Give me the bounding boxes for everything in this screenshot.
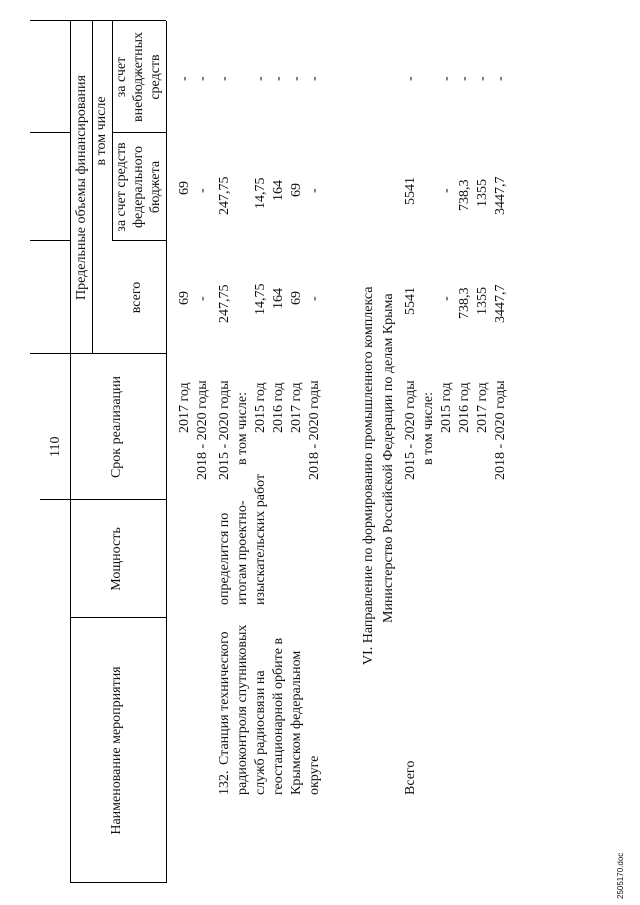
header-limits: Предельные объемы финансирования bbox=[74, 75, 89, 300]
item-name-3: служб радиосвязи на bbox=[253, 670, 268, 795]
total-row-3-extra: - bbox=[439, 76, 454, 81]
header-name: Наименование мероприятия bbox=[109, 666, 124, 835]
item-row-4-fed: 164 bbox=[271, 180, 286, 201]
table-frame-top bbox=[70, 21, 71, 883]
total-row-4-fed: 738,3 bbox=[457, 179, 472, 211]
total-row-1-extra: - bbox=[403, 76, 418, 81]
doc-id: 2505170.doc bbox=[616, 852, 625, 899]
item-name-1: Станция технического bbox=[217, 631, 232, 765]
header-extra-2: внебюджетных bbox=[131, 31, 146, 123]
top-row-2-total: - bbox=[195, 296, 210, 301]
item-row-3-total: 14,75 bbox=[253, 283, 268, 315]
total-row-5-fed: 1355 bbox=[475, 179, 490, 207]
total-row-5-extra: - bbox=[475, 76, 490, 81]
header-bottom-line bbox=[166, 21, 167, 883]
total-row-4-total: 738,3 bbox=[457, 287, 472, 319]
top-row-1-total: 69 bbox=[177, 291, 192, 305]
section-ministry: Министерство Российской Федерации по делам Крыма bbox=[381, 293, 396, 623]
header-extra-3: средств bbox=[148, 54, 163, 100]
top-row-1-period: 2017 год bbox=[177, 382, 192, 433]
item-row-6-period: 2018 - 2020 годы bbox=[307, 380, 322, 480]
total-row-6-fed: 3447,7 bbox=[493, 176, 508, 215]
total-label: Всего bbox=[403, 760, 418, 795]
item-name-6: округе bbox=[307, 755, 322, 795]
cont-line-3 bbox=[30, 240, 70, 241]
total-row-6-extra: - bbox=[493, 76, 508, 81]
item-row-3-fed: 14,75 bbox=[253, 177, 268, 209]
total-row-5-period: 2017 год bbox=[475, 382, 490, 433]
total-row-2-period: в том числе: bbox=[421, 392, 436, 465]
total-row-1-period: 2015 - 2020 годы bbox=[403, 380, 418, 480]
item-row-6-extra: - bbox=[307, 76, 322, 81]
header-federal-1: за счет средств bbox=[114, 142, 129, 232]
item-row-5-extra: - bbox=[289, 76, 304, 81]
total-row-3-period: 2015 год bbox=[439, 382, 454, 433]
page-number: 110 bbox=[48, 436, 63, 457]
item-row-6-total: - bbox=[307, 296, 322, 301]
header-period: Срок реализации bbox=[109, 375, 124, 479]
item-row-5-period: 2017 год bbox=[289, 382, 304, 433]
top-row-1-fed: 69 bbox=[177, 181, 192, 195]
header-power: Мощность bbox=[109, 527, 124, 591]
cont-line-1 bbox=[40, 499, 70, 500]
item-power-1: определится по bbox=[217, 512, 232, 605]
item-power-3: изыскательских работ bbox=[253, 473, 268, 605]
item-row-1-total: 247,75 bbox=[217, 284, 232, 323]
total-row-5-total: 1355 bbox=[475, 287, 490, 315]
total-row-4-extra: - bbox=[457, 76, 472, 81]
item-row-1-extra: - bbox=[217, 76, 232, 81]
item-name-5: Крымском федеральном bbox=[289, 650, 304, 795]
item-number: 132. bbox=[217, 770, 232, 795]
item-row-1-period: 2015 - 2020 годы bbox=[217, 380, 232, 480]
cont-line-4 bbox=[30, 132, 70, 133]
top-row-2-extra: - bbox=[195, 76, 210, 81]
item-name-4: геостационарной орбите в bbox=[271, 637, 286, 795]
item-row-2-period: в том числе: bbox=[235, 392, 250, 465]
total-row-1-fed: 5541 bbox=[403, 177, 418, 205]
item-row-1-fed: 247,75 bbox=[217, 176, 232, 215]
top-row-2-period: 2018 - 2020 годы bbox=[195, 380, 210, 480]
item-row-3-period: 2015 год bbox=[253, 382, 268, 433]
item-row-3-extra: - bbox=[253, 76, 268, 81]
header-total: всего bbox=[129, 281, 144, 314]
section-title: VI. Направление по формированию промышленного комплекса bbox=[361, 286, 376, 665]
header-extra-1: за счет bbox=[114, 56, 129, 98]
cont-line-2 bbox=[30, 353, 70, 354]
item-name-2: радиоконтроля спутниковых bbox=[235, 624, 250, 795]
cont-line-5 bbox=[30, 20, 70, 21]
header-federal-3: бюджета bbox=[148, 160, 163, 214]
total-row-6-total: 3447,7 bbox=[493, 284, 508, 323]
item-row-5-total: 69 bbox=[289, 291, 304, 305]
header-federal-2: федерального bbox=[131, 145, 146, 229]
item-power-2: итогам проектно- bbox=[235, 500, 250, 605]
item-row-4-extra: - bbox=[271, 76, 286, 81]
item-row-5-fed: 69 bbox=[289, 183, 304, 197]
total-row-3-total: - bbox=[439, 296, 454, 301]
total-row-6-period: 2018 - 2020 годы bbox=[493, 380, 508, 480]
header-incl: в том числе bbox=[94, 96, 109, 166]
top-row-2-fed: - bbox=[195, 188, 210, 193]
item-row-4-period: 2016 год bbox=[271, 382, 286, 433]
total-row-1-total: 5541 bbox=[403, 287, 418, 315]
top-row-1-extra: - bbox=[177, 76, 192, 81]
item-row-4-total: 164 bbox=[271, 288, 286, 309]
total-row-3-fed: - bbox=[439, 188, 454, 193]
item-row-6-fed: - bbox=[307, 188, 322, 193]
total-row-4-period: 2016 год bbox=[457, 382, 472, 433]
